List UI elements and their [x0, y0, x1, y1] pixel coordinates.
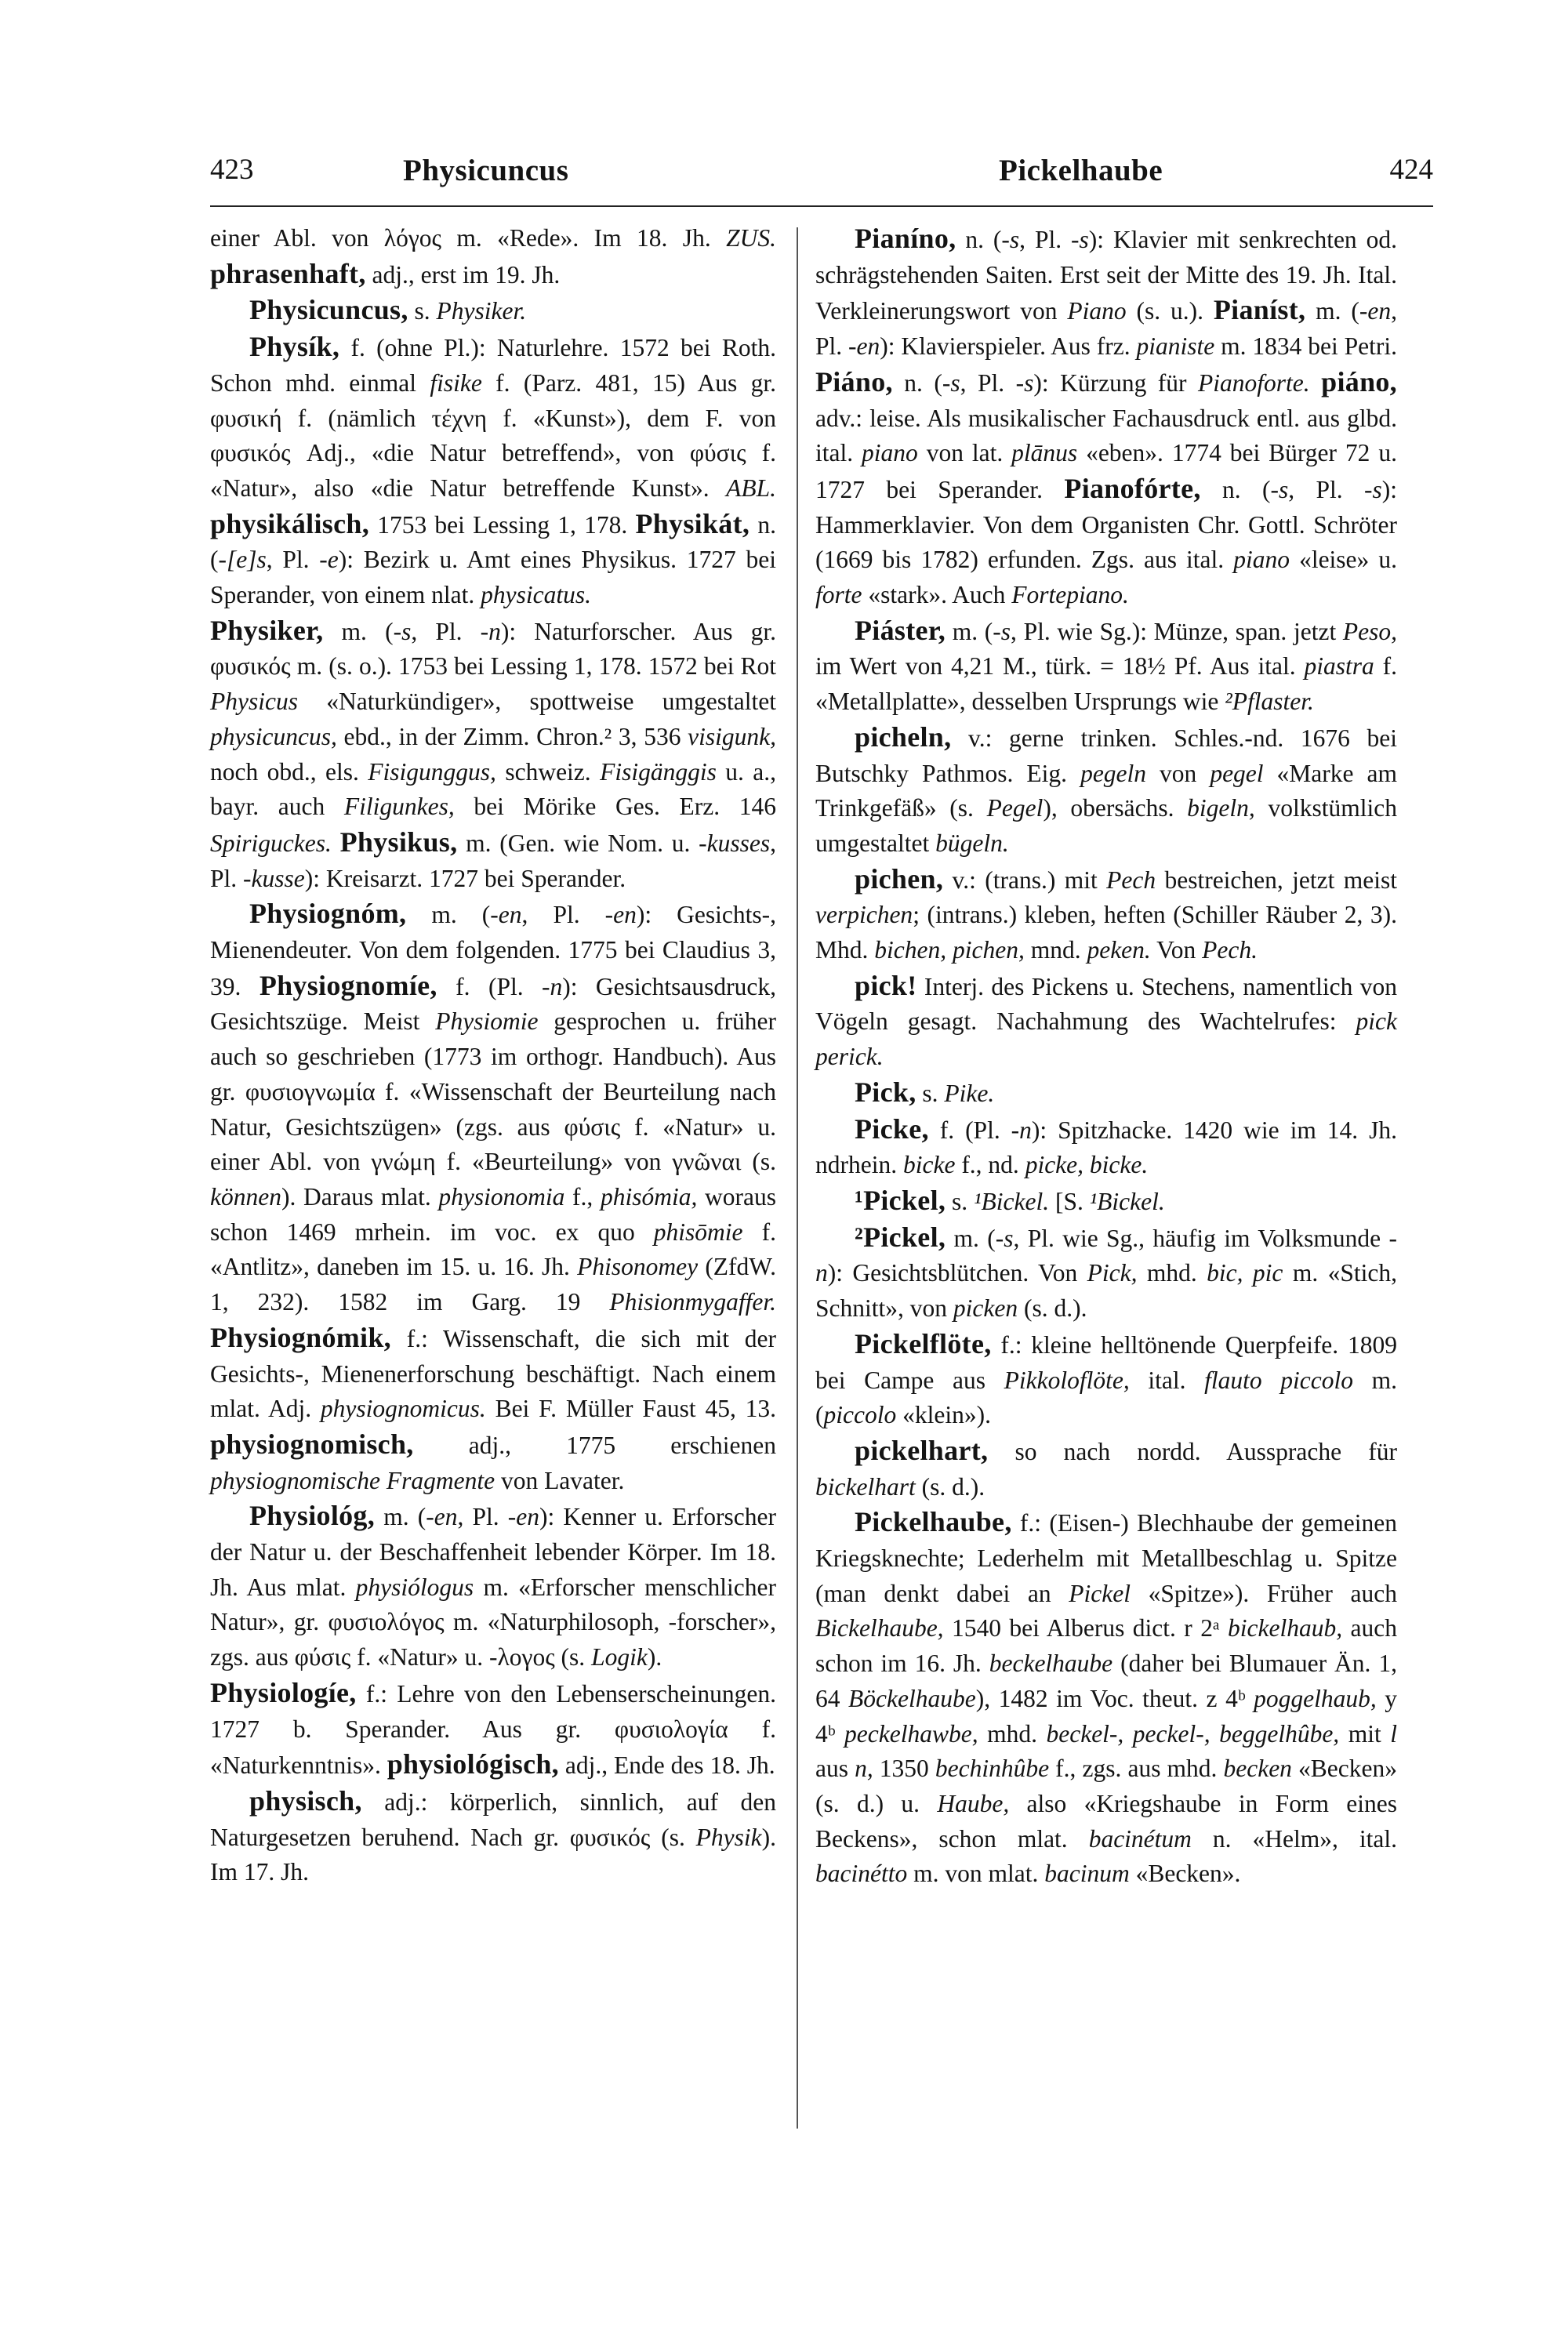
- right-running-headword: Pickelhaube: [999, 154, 1163, 187]
- entry-headword: Physiker,: [210, 614, 324, 646]
- entry-text: f., nd.: [955, 1151, 1025, 1179]
- entry-text: «Marke am Trinkgefäß» (s.: [815, 759, 1398, 822]
- entry-text: adj., erst im 19. Jh.: [365, 260, 561, 289]
- italic-term: s: [950, 368, 960, 397]
- entry-text: ). Daraus mlat.: [281, 1182, 439, 1210]
- dictionary-entry: [815, 862, 1397, 968]
- left-column: [210, 221, 776, 1890]
- entry-text: m. (-: [946, 617, 1001, 645]
- entry-text: s.: [946, 1187, 975, 1215]
- italic-term: Fisigänggis: [600, 757, 717, 786]
- italic-term: n,: [855, 1755, 873, 1783]
- entry-text: auch schon im 16. Jh.: [815, 1614, 1398, 1678]
- italic-term: forte: [815, 581, 862, 609]
- entry-text: f., zgs. aus mhd.: [1049, 1755, 1224, 1783]
- italic-term: kusse: [251, 864, 305, 892]
- entry-headword: Pianíno,: [855, 223, 956, 254]
- entry-text: adj., 1775 erschienen: [413, 1431, 776, 1459]
- italic-term: piccolo: [823, 1401, 897, 1429]
- italic-term: plānus: [1011, 439, 1078, 467]
- entry-text: m. (-: [406, 901, 499, 929]
- dictionary-entry: [815, 1504, 1397, 1892]
- italic-term: bügeln.: [935, 829, 1009, 857]
- entry-text: f.: kleine helltönende Querpfeife. 1809 bei Campe aus: [815, 1330, 1397, 1394]
- entry-text: «Naturkündiger», spottweise umgestaltet: [297, 688, 776, 716]
- entry-text: Interj. des Pickens u. Stechens, namentlich von Vögeln gesagt. Nachahmung des Wachtelrufes:: [815, 972, 1397, 1036]
- entry-text: , Pl. -: [1019, 226, 1080, 253]
- entry-headword: pichen,: [855, 862, 944, 895]
- header-rule: [210, 205, 1433, 207]
- entry-text: ital.: [1129, 1366, 1205, 1394]
- entry-text: , Pl. -: [210, 829, 776, 892]
- entry-text: s.: [916, 1079, 945, 1107]
- italic-term: en: [613, 901, 637, 929]
- entry-headword: Pianofórte,: [1064, 472, 1201, 504]
- entry-text: , Pl. wie Sg., häufig im Volksmunde -: [1013, 1224, 1397, 1252]
- italic-term: bickelhaub,: [1228, 1614, 1343, 1642]
- entry-text: woraus schon 1469 mrhein. im voc. ex quo: [210, 1182, 776, 1246]
- entry-text: m. (Gen. wie Nom. u. -: [457, 829, 707, 857]
- left-page-number: 423: [210, 154, 254, 186]
- entry-text: ; (intrans.) kleben, heften (Schiller Räuber 2, 3). Mhd.: [815, 901, 1397, 964]
- entry-text: (daher bei Blumauer Än. 1, 64: [815, 1650, 1397, 1712]
- italic-term: bicke: [902, 1151, 956, 1179]
- dictionary-entry: [815, 968, 1397, 1075]
- italic-term: picke, bicke.: [1025, 1151, 1149, 1179]
- entry-text: , Pl. -: [457, 1503, 517, 1531]
- italic-term: n: [815, 1259, 828, 1287]
- entry-text: «Becken» (s. d.) u.: [815, 1755, 1397, 1817]
- entry-text: [S.: [1049, 1187, 1090, 1215]
- entry-text: so nach nordd. Aussprache für: [988, 1437, 1397, 1465]
- entry-text: ): Klavierspieler. Aus frz.: [880, 332, 1137, 361]
- entry-text: ): Gesichtsblütchen. Von: [827, 1259, 1087, 1287]
- entry-text: n. (-: [1200, 475, 1279, 503]
- dictionary-entry: [210, 1675, 776, 1784]
- entry-headword: Physikus,: [339, 826, 458, 858]
- dictionary-entry: [210, 1784, 776, 1890]
- italic-term: pianiste: [1136, 332, 1215, 361]
- italic-term: ¹Bickel.: [1089, 1187, 1165, 1215]
- entry-text: f. (Pl. -: [437, 972, 550, 1000]
- dictionary-entry: [815, 1183, 1397, 1220]
- entry-text: m. 1834 bei Petri.: [1214, 332, 1397, 361]
- entry-text: (s. d.).: [1018, 1294, 1087, 1323]
- italic-term: Pianoforte.: [1198, 368, 1310, 397]
- italic-term: Pick,: [1087, 1259, 1138, 1287]
- italic-term: poggelhaub,: [1254, 1684, 1377, 1712]
- italic-term: Physiomie: [435, 1007, 539, 1036]
- italic-term: flauto piccolo: [1204, 1366, 1353, 1394]
- italic-term: Physik: [695, 1823, 762, 1851]
- entry-text: , Pl. -: [521, 901, 614, 929]
- italic-term: piano: [1233, 546, 1290, 574]
- entry-text: y 4ᵇ: [815, 1684, 1397, 1748]
- entry-text: von lat.: [917, 439, 1012, 467]
- running-header: [210, 153, 1433, 200]
- entry-text: 1350: [873, 1755, 935, 1783]
- entry-text: [332, 829, 340, 857]
- entry-headword: ¹Pickel,: [855, 1184, 946, 1216]
- italic-term: ZUS.: [726, 224, 776, 252]
- entry-text: (s. d.).: [915, 1472, 985, 1501]
- entry-text: m. (-: [375, 1503, 434, 1531]
- entry-text: u. a., bayr. auch: [210, 757, 776, 821]
- entry-text: «eben». 1774 bei Bürger 72 u. 1727 bei Sperander.: [815, 439, 1397, 503]
- italic-term: Peso,: [1342, 617, 1397, 645]
- entry-text: Von: [1150, 936, 1203, 964]
- italic-term: physicuncus,: [210, 722, 337, 750]
- italic-term: physiognomicus.: [320, 1395, 486, 1423]
- italic-term: s: [1372, 475, 1382, 503]
- italic-term: s: [1024, 368, 1034, 397]
- entry-text: v.: gerne trinken. Schles.-nd. 1676 bei Butschky Pathmos. Eig.: [815, 724, 1397, 787]
- entry-text: f. (Parz. 481, 15) Aus gr. φυσική f. (nämlich τέχνη f. «Kunst»), dem F. von φυσικός Adj., «die Natur betreffend», von φύσις f. «Natur», also «die Natur betreffende Kunst».: [210, 368, 776, 502]
- entry-headword: physisch,: [249, 1784, 362, 1817]
- italic-term: Phisonomey: [577, 1253, 699, 1281]
- entry-text: f.: Wissenschaft, die sich mit der Gesichts-, Mienenerforschung beschäftigt. Nach einem mlat. Adj.: [210, 1324, 776, 1423]
- entry-text: f.: Lehre von den Lebenserscheinungen. 1727 b. Sperander. Aus gr. φυσιολογία f. «Naturkenntnis».: [210, 1679, 776, 1780]
- entry-headword: Piáno,: [815, 365, 893, 397]
- entry-text: n. (-: [956, 226, 1010, 253]
- italic-term: physiognomische Fragmente: [210, 1466, 495, 1494]
- entry-text: «leise» u.: [1290, 546, 1397, 574]
- italic-term: verpichen: [815, 901, 913, 929]
- entry-headword: Pickelhaube,: [855, 1506, 1012, 1538]
- italic-term: beckelhaube: [989, 1650, 1113, 1678]
- entry-headword: pick!: [855, 969, 917, 1001]
- entry-text: m. (-: [946, 1224, 1004, 1252]
- entry-text: m. «Erforscher menschlicher Natur», gr. φυσιολόγος m. «Naturphilosoph, -forscher», zgs. aus φύσις f. «Natur» u. -λογος (s.: [210, 1573, 776, 1671]
- dictionary-entry: [210, 613, 776, 897]
- dictionary-entry: [210, 1498, 776, 1675]
- italic-term: en: [516, 1503, 540, 1531]
- entry-text: von: [1146, 759, 1210, 787]
- italic-term: können: [210, 1182, 281, 1210]
- dictionary-entry: [210, 221, 776, 292]
- entry-text: m. «Stich, Schnitt», von: [815, 1259, 1397, 1323]
- entry-text: «stark». Auch: [862, 581, 1012, 609]
- entry-text: ): Naturforscher. Aus gr. φυσικός m. (s. o.). 1753 bei Lessing 1, 178. 1572 bei Rot: [210, 617, 777, 681]
- italic-term: Fortepiano.: [1011, 581, 1129, 609]
- italic-term: Pike.: [944, 1079, 995, 1107]
- entry-text: , Pl. -: [1288, 475, 1373, 503]
- italic-term: bigeln,: [1187, 794, 1255, 822]
- entry-text: ): Hammerklavier. Von dem Organisten Chr. Gottl. Schröter (1669 bis 1782) erfunden. Zgs. aus ital.: [815, 475, 1397, 574]
- entry-headword: physiológisch,: [387, 1748, 559, 1780]
- entry-text: «Spitze»). Früher auch: [1130, 1579, 1397, 1607]
- entry-text: 1540 bei Alberus dict. r 2ᵃ: [943, 1614, 1229, 1642]
- left-running-headword: Physicuncus: [403, 154, 569, 187]
- entry-headword: Pianíst,: [1213, 294, 1306, 326]
- entry-text: , Pl. -: [815, 297, 1398, 361]
- italic-term: s: [401, 617, 412, 645]
- entry-text: adj.: körperlich, sinnlich, auf den Naturgesetzen beruhend. Nach gr. φυσικός (s.: [210, 1788, 776, 1851]
- dictionary-entry: [210, 329, 776, 613]
- italic-term: physicatus.: [481, 581, 591, 609]
- entry-text: n. (-: [892, 368, 951, 397]
- entry-text: f. «Antlitz», daneben im 15. u. 16. Jh.: [210, 1218, 776, 1281]
- entry-text: m. von mlat.: [907, 1860, 1045, 1888]
- entry-text: f. «Metallplatte», desselben Ursprungs wie: [815, 652, 1397, 716]
- entry-text: ebd., in der Zimm. Chron.² 3, 536: [336, 722, 688, 750]
- entry-text: , Pl. wie Sg.): Münze, span. jetzt: [1011, 617, 1343, 645]
- italic-term: Physiker.: [436, 297, 527, 325]
- entry-text: , Pl. -: [266, 546, 328, 574]
- entry-text: gesprochen u. früher auch so geschrieben (1773 im orthogr. Handbuch). Aus gr. φυσιογνωμία f. «Wissenschaft der Beurteilung nach Natur, Gesichtszügen» (zgs. aus φύσις f. «Natur» u. einer Abl. von γνώμη f. «Beurteilung» von γνῶναι (s.: [210, 1007, 776, 1176]
- entry-text: ): Kenner u. Erforscher der Natur u. der Beschaffenheit lebender Körper. Im 18. Jh. Aus mlat.: [210, 1503, 777, 1601]
- entry-text: m. (-: [323, 617, 402, 645]
- entry-text: ): Klavier mit senkrechten od. schrägstehenden Saiten. Erst seit der Mitte des 19. Jh. Ital. Verkleinerungswort von: [815, 226, 1397, 325]
- italic-term: s: [1278, 475, 1289, 503]
- entry-text: ).: [647, 1643, 662, 1671]
- italic-term: bacinétto: [815, 1860, 908, 1888]
- entry-text: ): Spitzhacke. 1420 wie im 14. Jh. ndrhein.: [815, 1116, 1397, 1179]
- italic-term: picken: [953, 1294, 1018, 1323]
- entry-text: ): Kürzung für: [1033, 368, 1199, 397]
- entry-text: «Becken».: [1129, 1860, 1241, 1888]
- italic-term: Böckelhaube: [848, 1684, 976, 1712]
- entry-headword: Physík,: [249, 331, 340, 363]
- italic-term: bic, pic: [1207, 1259, 1283, 1287]
- entry-text: (s. u.).: [1126, 297, 1214, 325]
- entry-headword: Picke,: [855, 1112, 929, 1145]
- italic-term: Physicus: [210, 688, 298, 716]
- italic-term: physionomia: [438, 1182, 565, 1210]
- entry-text: bestreichen, jetzt meist: [1156, 866, 1398, 894]
- entry-text: ). Im 17. Jh.: [210, 1823, 776, 1886]
- entry-headword: Physiognómik,: [210, 1321, 391, 1353]
- entry-text: [1310, 369, 1321, 397]
- entry-text: mhd.: [1137, 1259, 1207, 1287]
- entry-text: n. (-: [210, 510, 776, 574]
- entry-headword: Physiognóm,: [249, 898, 407, 930]
- entry-headword: piáno,: [1321, 365, 1397, 397]
- entry-text: ): Bezirk u. Amt eines Physikus. 1727 bei Sperander, von einem nlat.: [210, 546, 777, 609]
- italic-term: Spiriguckes.: [210, 829, 332, 857]
- italic-term: Fisigunggus,: [368, 757, 496, 786]
- entry-text: Bei F. Müller Faust 45, 13.: [485, 1395, 777, 1423]
- dictionary-entry: [815, 221, 1397, 613]
- italic-term: Pegel: [986, 794, 1044, 822]
- italic-term: bickelhart: [815, 1472, 916, 1501]
- entry-text: ): Gesichtsausdruck, Gesichtszüge. Meist: [210, 972, 777, 1036]
- entry-text: schweiz.: [495, 757, 601, 786]
- entry-text: mhd.: [978, 1719, 1047, 1748]
- italic-term: Filigunkes,: [343, 793, 455, 821]
- entry-headword: Physiologíe,: [210, 1676, 357, 1708]
- italic-term: bacinétum: [1088, 1824, 1192, 1853]
- italic-term: Logik: [591, 1643, 648, 1671]
- entry-text: s.: [408, 297, 437, 325]
- italic-term: beckel-, peckel-, beggelhûbe,: [1046, 1719, 1340, 1748]
- entry-text: ): Gesichts-, Mienendeuter. Von dem folgenden. 1775 bei Claudius 3, 39.: [210, 901, 777, 1000]
- entry-text: bei Mörike Ges. Erz. 146: [454, 793, 776, 821]
- entry-headword: Piáster,: [855, 614, 946, 646]
- entry-text: 1753 bei Lessing 1, 178.: [369, 510, 636, 539]
- italic-term: en: [434, 1503, 458, 1531]
- entry-text: aus: [815, 1755, 855, 1783]
- column-divider: [797, 227, 798, 2129]
- entry-text: m. (-: [1305, 297, 1368, 325]
- italic-term: peken.: [1087, 936, 1151, 964]
- entry-text: einer Abl. von λόγος m. «Rede». Im 18. Jh.: [210, 224, 727, 252]
- italic-term: piano: [862, 439, 918, 467]
- italic-term: n: [1019, 1116, 1032, 1144]
- italic-term: n: [488, 617, 501, 645]
- entry-headword: Physiognomíe,: [259, 969, 437, 1001]
- entry-headword: Physiológ,: [249, 1500, 376, 1532]
- entry-text: mit: [1339, 1719, 1391, 1748]
- italic-term: ABL.: [726, 474, 776, 502]
- dictionary-entry: [815, 1220, 1397, 1327]
- italic-term: Pikkoloflöte,: [1004, 1366, 1130, 1394]
- entry-text: m. (: [815, 1366, 1397, 1429]
- entry-text: (ZfdW. 1, 232). 1582 im Garg. 19: [210, 1253, 776, 1316]
- italic-term: n: [550, 972, 563, 1000]
- dictionary-entry: [815, 720, 1397, 862]
- italic-term: en: [856, 332, 880, 361]
- italic-term: Pech.: [1202, 936, 1258, 964]
- italic-term: kusses: [706, 829, 771, 857]
- italic-term: Pech: [1106, 866, 1156, 894]
- italic-term: pegel: [1210, 759, 1264, 787]
- italic-term: s: [1079, 226, 1089, 253]
- italic-term: visigunk,: [688, 722, 776, 750]
- italic-term: s: [1009, 226, 1020, 253]
- italic-term: peckelhawbe,: [844, 1719, 978, 1748]
- entry-text: n. «Helm», ital.: [1191, 1824, 1397, 1853]
- italic-term: physiólogus: [355, 1573, 474, 1601]
- italic-term: en: [498, 901, 522, 929]
- entry-text: , Pl. -: [960, 368, 1025, 397]
- italic-term: bacinum: [1044, 1860, 1130, 1888]
- entry-text: adv.: leise. Als musikalischer Fachausdruck entl. aus glbd. ital.: [815, 404, 1397, 467]
- italic-term: pegeln: [1080, 759, 1147, 787]
- italic-term: en: [1367, 297, 1392, 325]
- entry-text: , Pl. -: [411, 617, 489, 645]
- entry-headword: Physicuncus,: [249, 294, 408, 326]
- italic-term: fisike: [430, 368, 482, 397]
- dictionary-entry: [210, 292, 776, 329]
- entry-text: also «Kriegshaube in Form eines Beckens», schon mlat.: [815, 1789, 1397, 1853]
- italic-term: s: [1000, 617, 1011, 645]
- dictionary-entry: [210, 896, 776, 1498]
- dictionary-entry: [815, 1327, 1397, 1433]
- italic-term: phisōmie: [653, 1218, 743, 1246]
- entry-text: mnd.: [1024, 936, 1087, 964]
- italic-term: Piano: [1067, 297, 1127, 325]
- italic-term: pick perick.: [815, 1007, 1397, 1071]
- entry-text: ), obersächs.: [1043, 794, 1188, 822]
- entry-headword: picheln,: [855, 720, 952, 753]
- italic-term: Pickel: [1069, 1579, 1131, 1607]
- entry-headword: ²Pickel,: [855, 1221, 946, 1253]
- italic-term: ²Pflaster.: [1225, 688, 1314, 716]
- entry-text: ), 1482 im Voc. theut. z 4ᵇ: [975, 1684, 1254, 1712]
- italic-term: e: [327, 546, 339, 574]
- entry-headword: phrasenhaft,: [210, 257, 366, 289]
- italic-term: s: [1004, 1224, 1014, 1252]
- entry-text: f. (ohne Pl.): Naturlehre. 1572 bei Roth. Schon mhd. einmal: [210, 334, 776, 397]
- entry-headword: Pick,: [855, 1076, 916, 1108]
- entry-text: f. (Pl. -: [928, 1116, 1020, 1144]
- right-column: [815, 221, 1397, 1892]
- entry-headword: physikálisch,: [210, 507, 369, 539]
- italic-term: piastra: [1304, 652, 1374, 681]
- entry-headword: Physikát,: [635, 507, 750, 539]
- entry-text: v.: (trans.) mit: [943, 866, 1107, 894]
- italic-term: bechinhûbe: [935, 1755, 1050, 1783]
- italic-term: [e]s: [226, 546, 267, 574]
- entry-text: ): Kreisarzt. 1727 bei Sperander.: [304, 864, 626, 892]
- dictionary-entry: [815, 613, 1397, 720]
- italic-term: phisómia,: [600, 1182, 698, 1210]
- entry-headword: pickelhart,: [855, 1434, 989, 1466]
- italic-term: ¹Bickel.: [974, 1187, 1050, 1215]
- entry-text: volkstümlich umgestaltet: [815, 794, 1397, 857]
- italic-term: becken: [1223, 1755, 1292, 1783]
- dictionary-entry: [815, 1433, 1397, 1504]
- entry-text: f.,: [564, 1182, 601, 1210]
- entry-text: im Wert von 4,21 M., türk. = 18½ Pf. Aus ital.: [815, 652, 1305, 681]
- italic-term: Phisionmygaffer.: [609, 1288, 776, 1316]
- italic-term: Bickelhaube,: [815, 1614, 944, 1642]
- dictionary-entry: [815, 1075, 1397, 1112]
- entry-headword: physiognomisch,: [210, 1428, 414, 1460]
- dictionary-entry: [815, 1112, 1397, 1183]
- entry-text: adj., Ende des 18. Jh.: [559, 1751, 775, 1780]
- italic-term: Haube,: [937, 1789, 1010, 1817]
- italic-term: bichen, pichen,: [874, 936, 1025, 964]
- right-page-number: 424: [1389, 154, 1433, 186]
- entry-text: f.: (Eisen-) Blechhaube der gemeinen Kriegsknechte; Lederhelm mit Metallbeschlag u. Spitze (man denkt dabei an: [815, 1509, 1397, 1607]
- italic-term: l: [1390, 1719, 1397, 1748]
- entry-text: «klein»).: [896, 1401, 991, 1429]
- entry-text: noch obd., els.: [210, 757, 368, 786]
- entry-text: von Lavater.: [495, 1466, 625, 1494]
- entry-headword: Pickelflöte,: [855, 1327, 992, 1359]
